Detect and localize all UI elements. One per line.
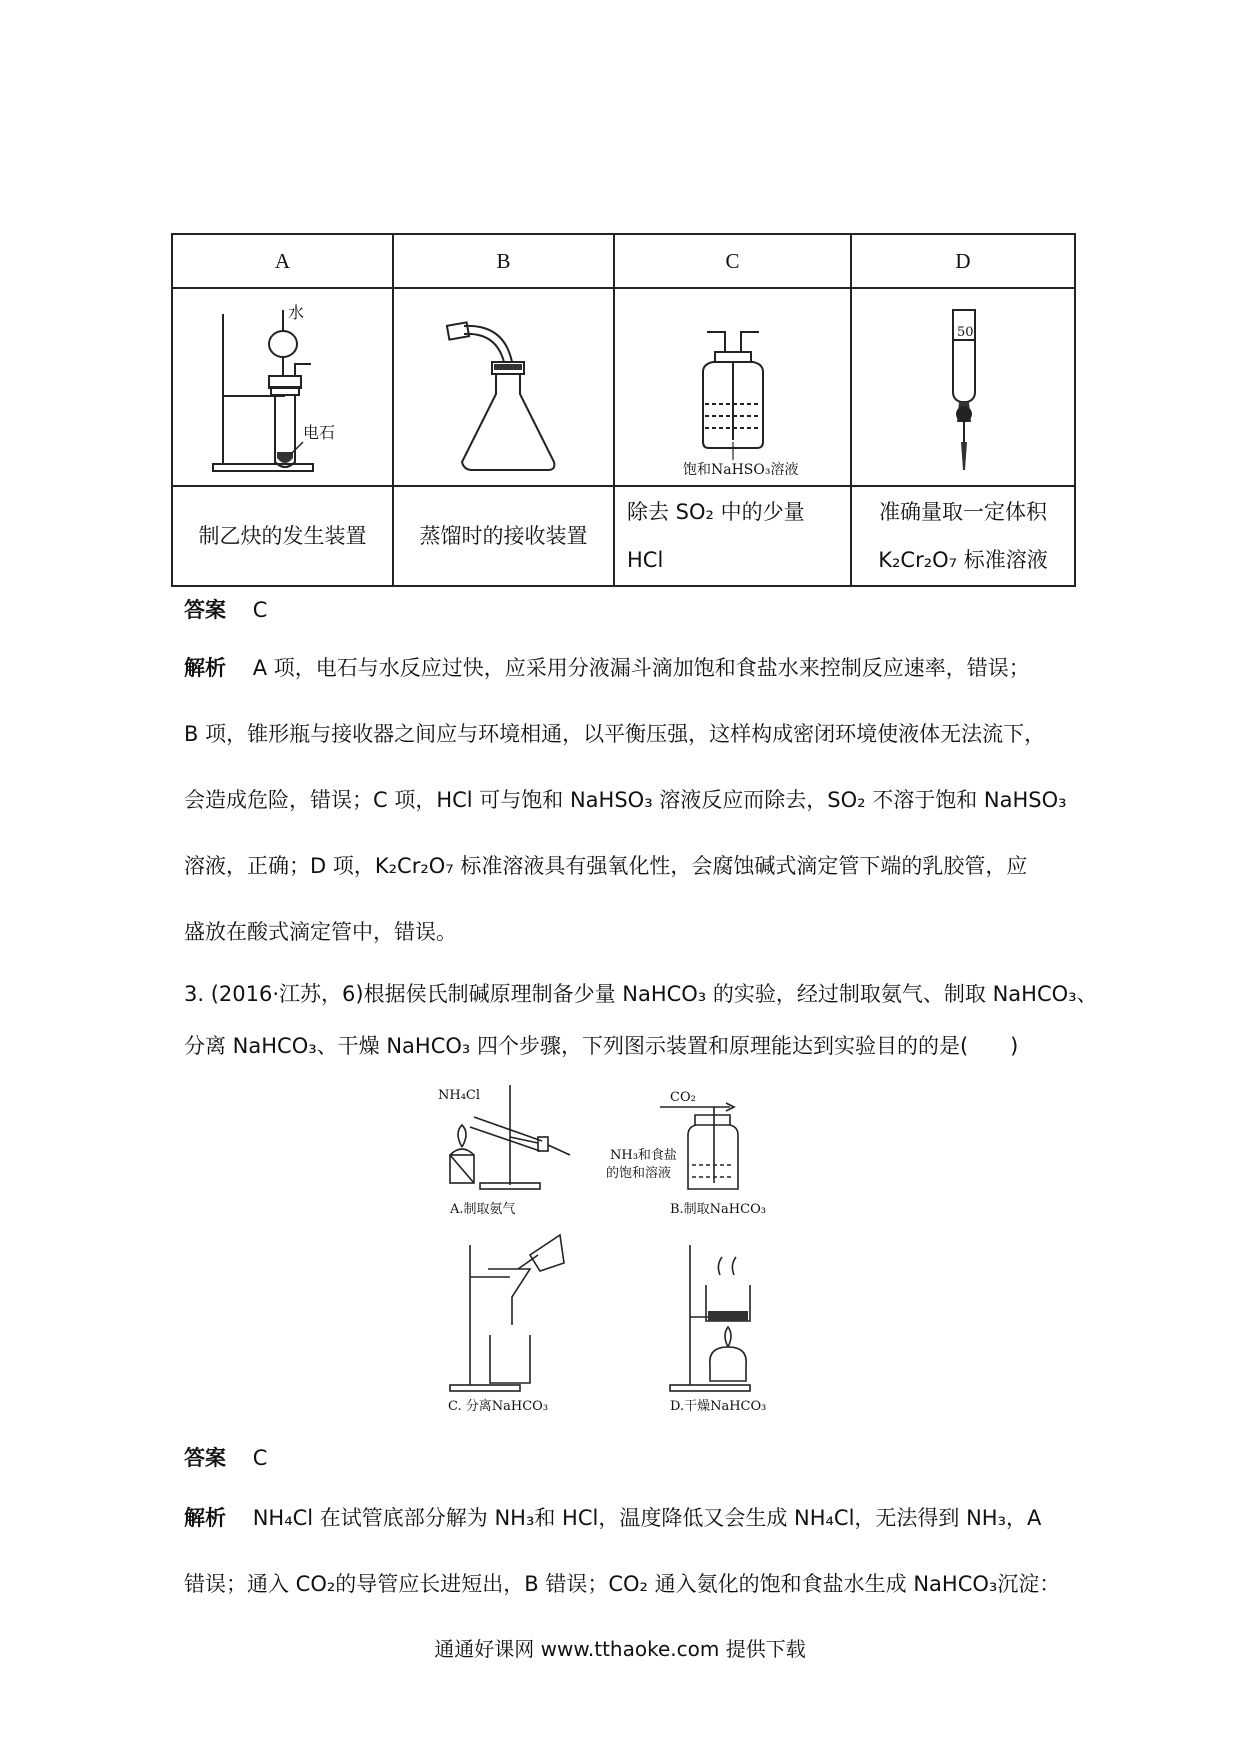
- gas-washing-bottle-drawing: [623, 292, 843, 482]
- receiver-flask-drawing: [404, 292, 604, 482]
- header-b: B: [393, 234, 614, 288]
- q2-answer-value: C: [252, 598, 268, 622]
- label-burette-scale: 50: [957, 325, 974, 340]
- q2-analysis-label: 解析: [184, 656, 226, 680]
- desc-c-line1: 除去 SO₂ 中的少量: [627, 500, 805, 524]
- desc-a: 制乙炔的发生装置: [172, 486, 393, 586]
- q2-analysis-line-2: B 项，锥形瓶与接收器之间应与环境相通，以平衡压强，这样构成密闭环境使液体无法流下，: [184, 722, 1046, 746]
- figure-a-acetylene-generator: [172, 288, 393, 486]
- q2-analysis-line-1: 解析 A 项，电石与水反应过快，应采用分液漏斗滴加饱和食盐水来控制反应速率，错误；: [184, 656, 1030, 680]
- figure-b-receiver-flask: [393, 288, 614, 486]
- header-a: A: [172, 234, 393, 288]
- q3-stem-line-2: 分离 NaHCO₃、干燥 NaHCO₃ 四个步骤，下列图示装置和原理能达到实验目的的是( ): [184, 1034, 1019, 1058]
- caption-d: D.干燥NaHCO₃: [670, 1399, 767, 1414]
- label-nh3-salt-1: NH₃和食盐: [610, 1148, 677, 1163]
- q3-answer-label: 答案: [184, 1446, 226, 1470]
- desc-d-line1: 准确量取一定体积: [879, 500, 1047, 524]
- desc-d-line2: K₂Cr₂O₇ 标准溶液: [878, 548, 1048, 572]
- label-nh4cl: NH₄Cl: [438, 1088, 481, 1103]
- figure-d-basic-burette: [851, 288, 1075, 486]
- q3-analysis-label: 解析: [184, 1506, 226, 1530]
- q2-analysis-line-3: 会造成危险，错误；C 项，HCl 可与饱和 NaHSO₃ 溶液反应而除去，SO₂ 不溶于饱和 NaHSO₃: [184, 788, 1067, 812]
- acetylene-apparatus-drawing: [183, 292, 383, 482]
- q2-answer: [184, 594, 267, 624]
- label-carbide: 电石: [302, 423, 335, 442]
- q3-figure: [430, 1085, 830, 1415]
- caption-b: B.制取NaHCO₃: [670, 1202, 766, 1217]
- label-nh3-salt-2: 的饱和溶液: [606, 1166, 672, 1181]
- desc-b: 蒸馏时的接收装置: [393, 486, 614, 586]
- label-nahso3-solution: 饱和NaHSO₃溶液: [682, 462, 798, 478]
- q3-answer-value: C: [252, 1446, 268, 1470]
- q2-analysis-line-5: 盛放在酸式滴定管中，错误。: [184, 920, 457, 944]
- header-c: C: [614, 234, 851, 288]
- header-d: D: [851, 234, 1075, 288]
- desc-c: [614, 486, 851, 586]
- q2-answer-label: 答案: [184, 598, 226, 622]
- q3-answer: [184, 1442, 267, 1472]
- label-co2: CO₂: [670, 1090, 696, 1105]
- figure-c-gas-washing-bottle: [614, 288, 851, 486]
- desc-c-line2: HCl: [627, 548, 664, 572]
- label-water: 水: [287, 303, 304, 322]
- options-table: [171, 233, 1076, 587]
- caption-c: C. 分离NaHCO₃: [448, 1399, 549, 1414]
- basic-burette-drawing: [863, 292, 1063, 482]
- footer-source: 通通好课网 www.tthaoke.com 提供下载: [434, 1637, 806, 1661]
- q3-analysis-line-1: 解析 NH₄Cl 在试管底部分解为 NH₃和 HCl，温度降低又会生成 NH₄Cl，无法得到 NH₃，A: [184, 1506, 1042, 1530]
- caption-a: A.制取氨气: [450, 1202, 516, 1217]
- q3-analysis-line-2: 错误；通入 CO₂的导管应长进短出，B 错误；CO₂ 通入氨化的饱和食盐水生成 NaHCO₃沉淀：: [184, 1572, 1061, 1596]
- q3-stem-line-1: 3. (2016·江苏，6)根据侯氏制碱原理制备少量 NaHCO₃ 的实验，经过制取氨气、制取 NaHCO₃、: [184, 982, 1098, 1006]
- desc-d: [851, 486, 1075, 586]
- q2-analysis-line-4: 溶液，正确；D 项，K₂Cr₂O₇ 标准溶液具有强氧化性，会腐蚀碱式滴定管下端的乳胶管，应: [184, 854, 1028, 878]
